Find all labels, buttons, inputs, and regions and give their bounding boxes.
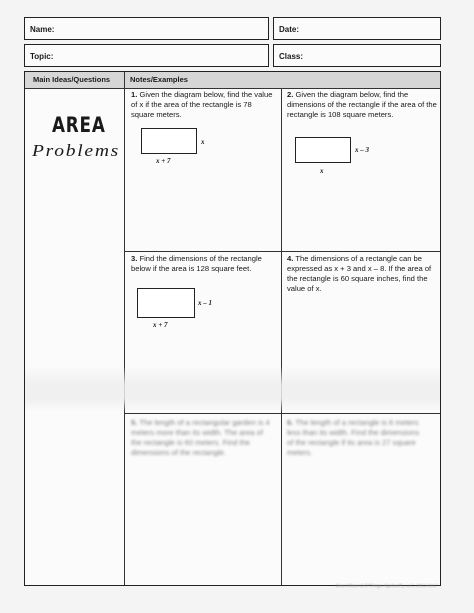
- main-ideas-header: Main Ideas/Questions: [33, 75, 111, 84]
- notes-examples-header: Notes/Examples: [130, 75, 188, 84]
- problem-1-rectangle: [141, 128, 197, 154]
- class-label: Class:: [279, 52, 304, 61]
- area-title: AREA: [52, 113, 106, 137]
- class-field[interactable]: [273, 44, 441, 67]
- problem-3-rectangle: [137, 288, 195, 318]
- copyright-footer: Gina Wilson (All Things Algebra®), LLC, 2012-2017: [335, 583, 438, 588]
- problem-6-text: The length of a rectangle is 6 meters less than its width. Find the dimensions of the rectangle if its area is 27 square meters.: [287, 418, 420, 457]
- problem-2-text: Given the diagram below, find the dimensions of the rectangle if the area of the rectangle is 108 square meters.: [287, 90, 437, 119]
- row-divider-2: [125, 413, 440, 414]
- row-divider-1: [125, 251, 440, 252]
- topic-field[interactable]: [24, 44, 269, 67]
- problem-3-width-label: x + 7: [153, 321, 168, 329]
- column-divider: [124, 72, 125, 585]
- problem-1: [131, 90, 277, 120]
- problem-5-number: 5.: [131, 418, 138, 427]
- problem-2-number: 2.: [287, 90, 294, 99]
- middle-divider: [281, 88, 282, 585]
- problem-3-height-label: x – 1: [198, 299, 212, 307]
- problem-5-text: The length of a rectangular garden is 4 meters more than its width. The area of the rectangle is 60 meters. Find the dimensions of the rectangle.: [131, 418, 270, 457]
- problem-1-number: 1.: [131, 90, 138, 99]
- problem-2-width-label: x: [320, 167, 324, 175]
- problem-4: [287, 254, 437, 294]
- problem-2: [287, 90, 437, 120]
- problem-2-height-label: x – 3: [355, 146, 369, 154]
- problem-6: [287, 418, 427, 458]
- problem-1-width-label: x + 7: [156, 157, 171, 165]
- name-field[interactable]: [24, 17, 269, 40]
- problem-6-number: 6.: [287, 418, 294, 427]
- problem-1-height-label: x: [201, 138, 205, 146]
- problem-5: [131, 418, 271, 458]
- problem-3-number: 3.: [131, 254, 138, 263]
- problem-4-number: 4.: [287, 254, 294, 263]
- name-label: Name:: [30, 25, 55, 34]
- problem-3: [131, 254, 277, 274]
- topic-label: Topic:: [30, 52, 54, 61]
- date-field[interactable]: [273, 17, 441, 40]
- problem-3-text: Find the dimensions of the rectangle below if the area is 128 square feet.: [131, 254, 262, 273]
- scan-fade-band: [25, 366, 440, 412]
- problem-1-text: Given the diagram below, find the value of x if the area of the rectangle is 78 square meters.: [131, 90, 273, 119]
- problems-script-title: Problems: [32, 141, 121, 160]
- date-label: Date:: [279, 25, 300, 34]
- problem-4-text: The dimensions of a rectangle can be expressed as x + 3 and x – 8. If the area of the rectangle is 60 square inches, find the value of x.: [287, 254, 432, 293]
- problem-2-rectangle: [295, 137, 351, 163]
